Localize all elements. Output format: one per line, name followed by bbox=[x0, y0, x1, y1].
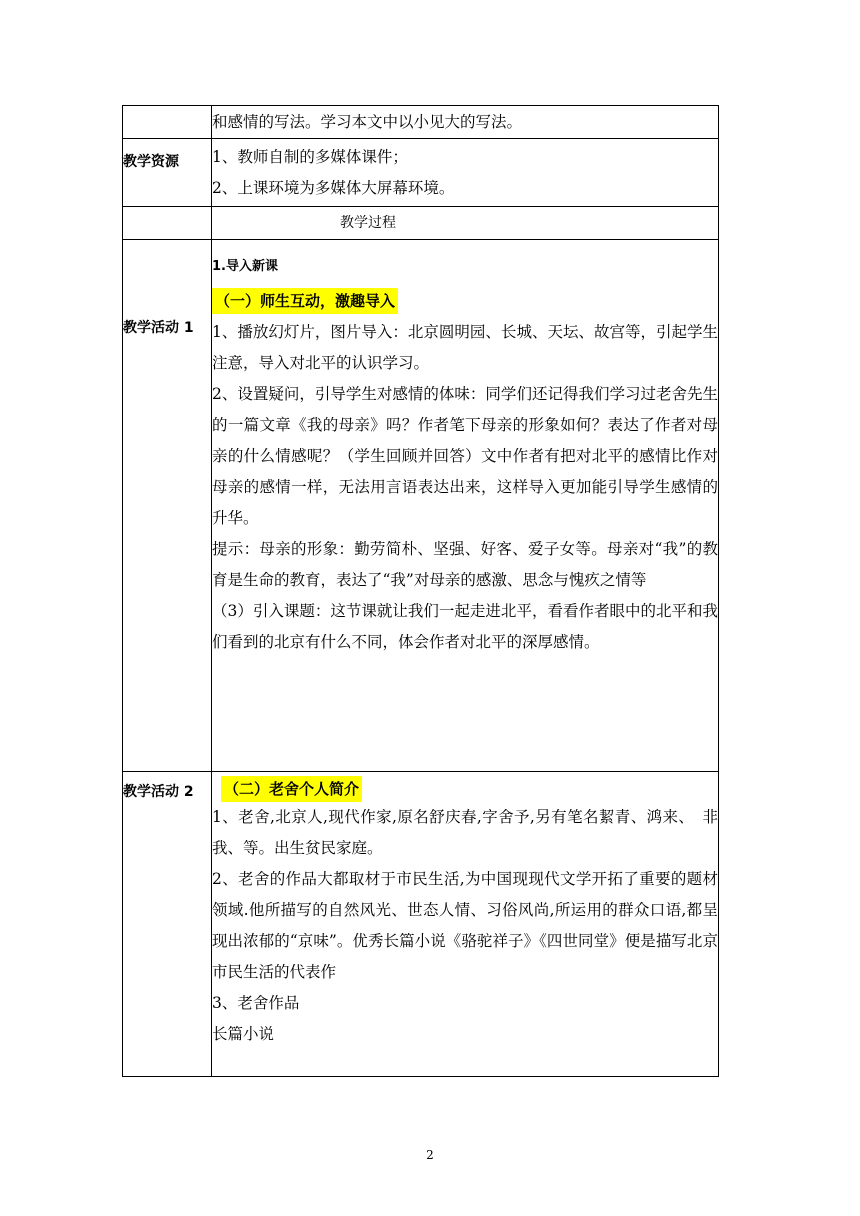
activity2-label: 教学活动 2 bbox=[123, 772, 212, 1077]
resources-label: 教学资源 bbox=[123, 139, 212, 207]
resource-line: 2、上课环境为多媒体大屏幕环境。 bbox=[212, 179, 455, 197]
paragraph: 提示：母亲的形象：勤劳简朴、坚强、好客、爱子女等。母亲对“我”的教育是生命的教育，表达了“我”对母亲的感激、思念与愧疚之情等 bbox=[212, 540, 718, 589]
process-header: 教学过程 bbox=[340, 215, 396, 231]
highlight-heading: （一）师生互动，激趣导入 bbox=[212, 288, 398, 314]
paragraph: 3、老舍作品 bbox=[212, 994, 300, 1012]
page-number: 2 bbox=[426, 1148, 434, 1162]
table-row bbox=[123, 207, 719, 240]
paragraph: 长篇小说 bbox=[212, 1025, 275, 1043]
table-row bbox=[123, 772, 719, 1077]
goal-text: 和感情的写法。学习本文中以小见大的写法。 bbox=[212, 113, 523, 131]
content-cell bbox=[212, 106, 719, 139]
table-row bbox=[123, 106, 719, 139]
paragraph: 2、设置疑问，引导学生对感情的体味：同学们还记得我们学习过老舍先生的一篇文章《我的母亲》吗？作者笔下母亲的形象如何？表达了作者对母亲的什么情感呢？（学生回顾并回答）文中作者有把对北平的感情比作对母亲的感情一样，无法用言语表达出来，这样导入更加能引导学生感情的升华。 bbox=[212, 385, 718, 527]
paragraph: 1、播放幻灯片，图片导入：北京圆明园、长城、天坛、故宫等，引起学生注意，导入对北平的认识学习。 bbox=[212, 323, 718, 372]
activity1-label: 教学活动 1 bbox=[123, 240, 212, 772]
activity2-cell bbox=[212, 772, 719, 1077]
table-row bbox=[123, 139, 719, 207]
resources-cell bbox=[212, 139, 719, 207]
section-title: 1.导入新课 bbox=[212, 259, 278, 274]
label-cell bbox=[123, 106, 212, 139]
paragraph: （3）引入课题：这节课就让我们一起走进北平，看看作者眼中的北平和我们看到的北京有什么不同，体会作者对北平的深厚感情。 bbox=[212, 602, 718, 651]
paragraph: 1、老舍,北京人,现代作家,原名舒庆春,字舍予,另有笔名絜青、鸿来、 非我、等。出生贫民家庭。 bbox=[212, 808, 718, 857]
process-header-cell bbox=[212, 207, 719, 240]
table-row bbox=[123, 240, 719, 772]
highlight-heading: （二）老舍个人简介 bbox=[221, 776, 362, 802]
lesson-plan-table bbox=[122, 105, 719, 1077]
label-cell bbox=[123, 207, 212, 240]
activity1-cell bbox=[212, 240, 719, 772]
paragraph: 2、老舍的作品大都取材于市民生活,为中国现现代文学开拓了重要的题材领域.他所描写的自然风光、世态人情、习俗风尚,所运用的群众口语,都呈现出浓郁的“京味”。优秀长篇小说《骆驼祥子》《四世同堂》便是描写北京市民生活的代表作 bbox=[212, 870, 718, 981]
resource-line: 1、教师自制的多媒体课件； bbox=[212, 148, 408, 166]
